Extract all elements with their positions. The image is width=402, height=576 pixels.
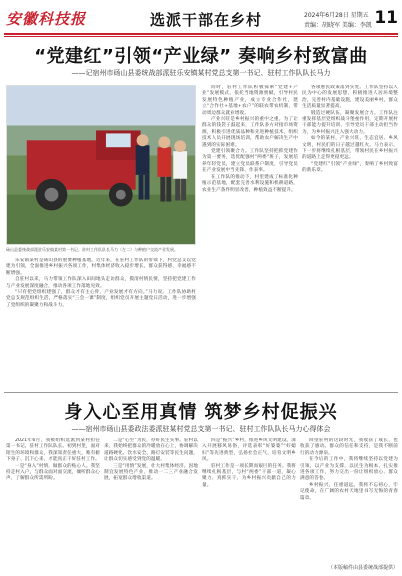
paragraph: 二是“心至”为民，办好民生实事。驻村以来，我始终把群众的冷暖放在心上，协调解决道路硬化、饮水安全、路灯安装等民生问题，让群众切实感受到党的温暖。 [104,438,198,463]
story1-photo [6,85,196,245]
paragraph: 回望驻村的这段时光，我收获了成长，也收获了感动。群众的信任和支持，是我不断前行的动力源泉。 [300,438,398,456]
paragraph: 四是“振兴”乡村，推进乡风文明建设。深入开展移风易俗，评选表彰“好婆婆”“好媳妇”等先进典型，弘扬社会正气，培育文明乡风。 [202,438,296,463]
paragraph: 2021年6月，我被组织选派到某村担任第一书记、驻村工作队队长。初到村里，面对陌生的环境和群众，我深知责任重大，唯有俯下身子、沉下心来，才能真正干好驻村工作。 [6,438,100,463]
paragraph: “党建红”引领“产业绿”，奏响了乡村致富的新乐章。 [302,161,398,174]
section-title: 选派干部在乡村 [150,11,263,29]
story2-headline: 身入心至用真情 筑梦乡村促振兴 [64,402,338,423]
paragraph: 锻造过硬队伍，凝聚发展合力。工作队注重发挥基层党组织战斗堡垒作用，定期开展村干部能力提升培训，引导党员干部主动担当作为，为乡村振兴注入强大动力。 [302,110,398,135]
paragraph: 党建引领聚合力。工作队坚持把抓党建作为第一要务，选优配强村“两委”班子，发展培养年轻党员，建立党员联系户制度，引导党员在产业发展中当先锋、作表率。 [202,149,298,174]
paragraph: 自驻村以来，马力带领工作队深入田间地头走访群众，摸清村情民情，坚持把党建工作与产业发展深度融合，推动各项工作落地见效。 [6,277,196,289]
paragraph: 乐安镇某村是砀山县的重要种植基地，近年来，在驻村工作队的带领下，村党总支以党建为引领，全面推进乡村振兴各项工作，村集体经济收入稳步增长，群众获得感、幸福感不断增强。 [6,258,196,276]
header-rule [4,33,398,35]
page-number: 11 [374,8,398,28]
paragraph: 同时，驻村工作队积极探索“党建+产业”发展模式，依托当地资源禀赋，引导村民发展特色种植产业，成立专业合作社，建立“合作社+基地+农户”的联农带农机制，带动周边群众就业增收。 [202,85,298,116]
story2-column-d [6,438,100,572]
paragraph: 在今后的工作中，我将继续坚持以党建为引领，以产业为支撑，以民生为根本，扎实推进各项工作，努力交出一份让组织放心、群众满意的答卷。 [300,457,398,482]
story1-column-b [202,85,298,387]
paragraph: 一是“身入”村情，做群众的贴心人。我坚持走村入户，与群众面对面交流，倾听群众心声，了解群众所需所盼。 [6,463,100,482]
paragraph: 乡村振兴，任重道远。我将不忘初心，牢记使命，在广阔的农村天地里书写无悔的青春篇章。 [300,482,398,501]
story2-column-e [104,438,198,572]
paragraph: 驻村工作是一项长期而艰巨的任务。我将继续扎根基层，与村“两委”干部一道，凝心聚力、真抓实干，为乡村振兴贡献自己的力量。 [202,463,296,488]
section-divider [4,392,398,393]
story1-subhead: ——记宿州市砀山县委统战部派驻乐安镇某村党总支第一书记、驻村工作队队长马力 [71,69,331,77]
source-footnote: （本版稿件由县委统战部提供） [327,565,398,571]
paragraph: 产业兴旺是乡村振兴的重中之重。为了让群众的钱袋子鼓起来，工作队多方对接市场资源，积极引进优质品种和先进种植技术，组织技术人员开展现场培训，帮助农户解决生产中遇到的实际困难。 [202,117,298,148]
story1-headline: “党建红”引领“产业绿” 奏响乡村致富曲 [34,46,368,67]
editor-credits: 责编：胡晓军 美编：李凯 [304,22,372,29]
paragraph: 三是“用情”发展，壮大村集体经济。因地制宜发展特色产业，推动一二三产业融合发展，拓宽群众增收渠道。 [104,463,198,482]
masthead [4,8,398,32]
issue-date: 2024年6月28日 星期五 [304,12,369,19]
story1-column-c [302,85,398,387]
paragraph: 如今的某村，产业兴旺、生态宜居、乡风文明，村民们的日子越过越红火。马力表示，下一步将继续扎根基层，带领村民在乡村振兴的道路上走得更稳更远。 [302,136,398,161]
story2-column-f [202,438,296,572]
paragraph: 各项惠民政策落到实处。工作队坚持以人民为中心的发展思想，积极推进人居环境整治，完善村内基础设施，建设美丽乡村，群众生活质量显著提高。 [302,85,398,110]
story2-subhead: ——宿州市砀山县委政法委派驻某村党总支第一书记、驻村工作队队长马力心得体会 [71,425,331,433]
paragraph: “只有把党组织建强了，群众才有主心骨，产业发展才有方向。”马力说。工作队协助村党总支规范组织生活，严格落实“三会一课”制度，组织党员开展主题党日活动，进一步增强了党组织的凝聚力和战斗力。 [6,290,196,308]
story1-column-a [6,258,196,386]
story2-column-g [300,438,398,572]
photo-caption: 砀山县委统战部派驻乐安镇某村第一书记、驻村工作队队长马力（左二）与种植户交流产业发展。 [6,247,178,252]
header-rule-thin [4,36,398,37]
paragraph: 在工作队的推动下，村里建成了标准化种植示范基地，配套完善水利设施和机耕道路，农业生产条件明显改善，种植效益不断提升。 [202,174,298,193]
newspaper-logo: 安徽科技报 [6,10,87,28]
